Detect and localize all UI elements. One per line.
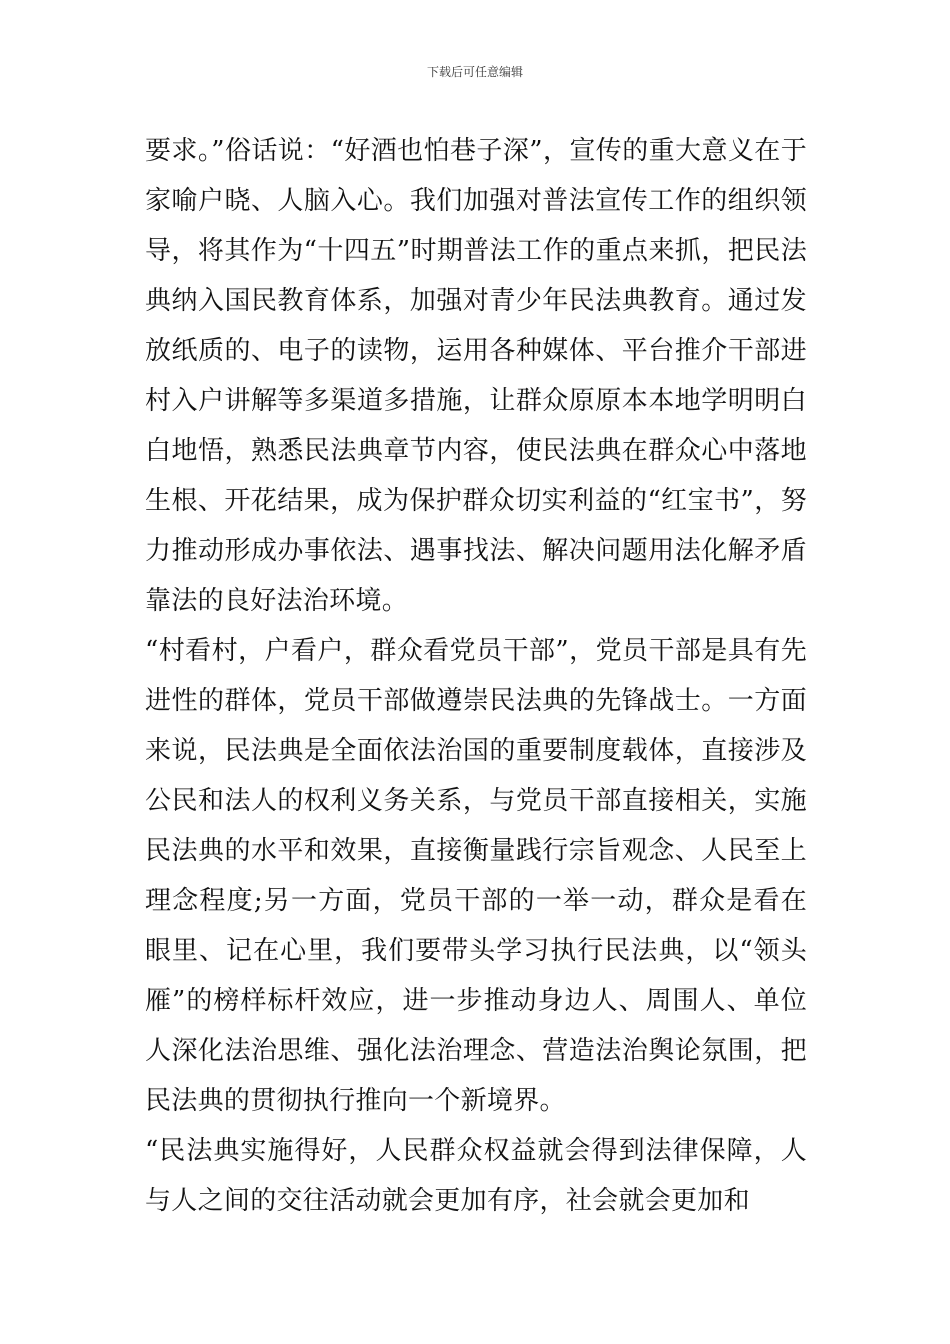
paragraph-1: 要求。”俗话说：“好酒也怕巷子深”，宣传的重大意义在于家喻户晓、人脑入心。我们加强对普法宣传工作的组织领导，将其作为“十四五”时期普法工作的重点来抓，把民法典纳入国民教育体系，加强对青少年民法典教育。通过发放纸质的、电子的读物，运用各种媒体、平台推介干部进村入户讲解等多渠道多措施，让群众原原本本地学明明白白地悟，熟悉民法典章节内容，使民法典在群众心中落地生根、开花结果，成为保护群众切实利益的“红宝书”，努力推动形成办事依法、遇事找法、解决问题用法化解矛盾靠法的良好法治环境。 [145,136,807,616]
page-header: 下载后可任意编辑 [426,65,523,79]
paragraph-3: “民法典实施得好，人民群众权益就会得到法律保障，人与人之间的交往活动就会更加有序，社会就会更加和 [145,1136,807,1216]
document-body [145,126,807,1226]
paragraph-2: “村看村，户看户，群众看党员干部”，党员干部是具有先进性的群体，党员干部做遵崇民法典的先锋战士。一方面来说，民法典是全面依法治国的重要制度载体，直接涉及公民和法人的权利义务关系，与党员干部直接相关，实施民法典的水平和效果，直接衡量践行宗旨观念、人民至上理念程度;另一方面，党员干部的一举一动，群众是看在眼里、记在心里，我们要带头学习执行民法典，以“领头雁”的榜样标杆效应，进一步推动身边人、周围人、单位人深化法治思维、强化法治理念、营造法治舆论氛围，把民法典的贯彻执行推向一个新境界。 [145,636,807,1116]
